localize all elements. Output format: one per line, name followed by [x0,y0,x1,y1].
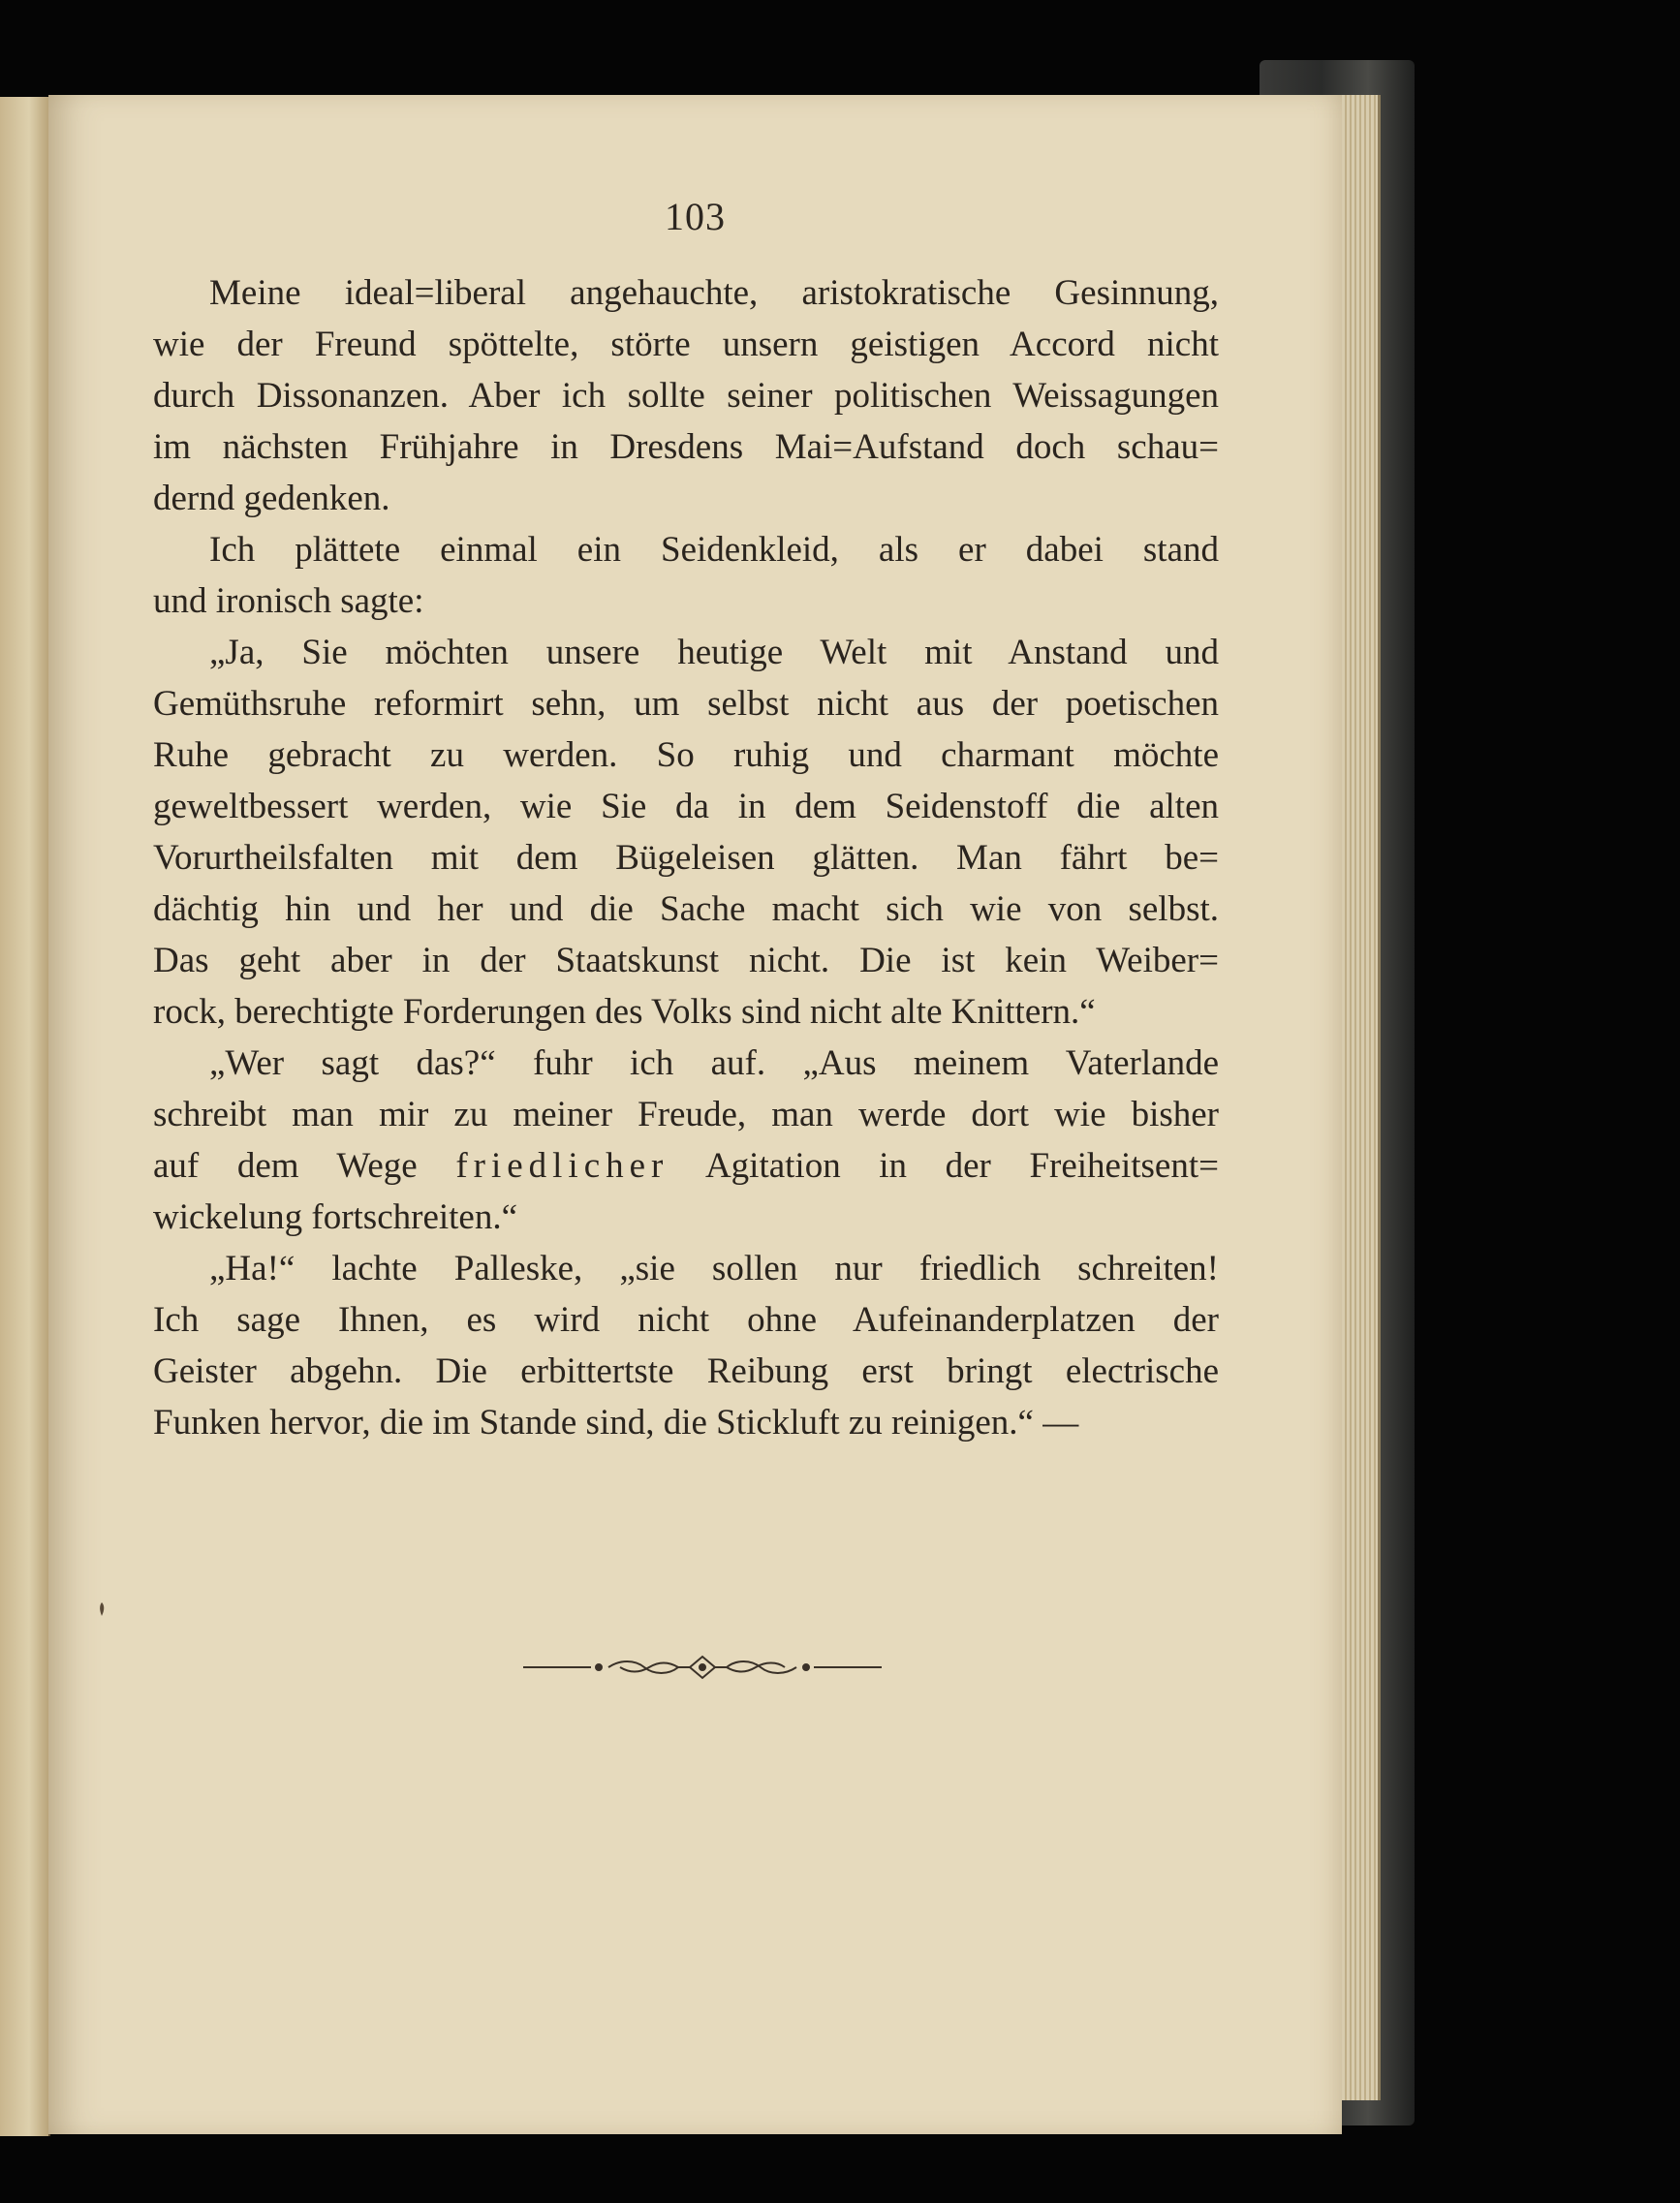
left-page-edge [0,97,50,2136]
page-edges [1337,95,1381,2100]
text-line: durch Dissonanzen. Aber ich sollte seiner politischen Weissagungen [153,376,1219,416]
ink-speck [97,1601,107,1617]
text-line: dernd gedenken. [153,479,390,518]
text-block [153,267,1219,1448]
text-line: Ich sage Ihnen, es wird nicht ohne Aufeinanderplatzen der [153,1300,1219,1340]
text-line: wie der Freund spöttelte, störte unsern geistigen Accord nicht [153,325,1219,364]
text-line: „Ha!“ lachte Palleske, „sie sollen nur friedlich schreiten! [209,1249,1219,1288]
text-line: Geister abgehn. Die erbittertste Reibung erst bringt electrische [153,1351,1219,1391]
text-line: Funken hervor, die im Stande sind, die Stickluft zu reinigen.“ — [153,1403,1079,1443]
text-line: und ironisch sagte: [153,581,424,621]
text-line: wickelung fortschreiten.“ [153,1197,518,1237]
text-line: Vorurtheilsfalten mit dem Bügeleisen glätten. Man fährt be= [153,838,1219,878]
text-line: rock, berechtigte Forderungen des Volks sind nicht alte Knittern.“ [153,992,1096,1032]
text-line: Das geht aber in der Staatskunst nicht. Die ist kein Weiber= [153,941,1219,980]
book-page [48,95,1342,2134]
text-line: „Wer sagt das?“ fuhr ich auf. „Aus meinem Vaterlande [209,1043,1219,1083]
text-line-with-spaced-word [153,1140,1219,1192]
text-line: „Ja, Sie möchten unsere heutige Welt mit Anstand und [209,633,1219,672]
text-line: im nächsten Frühjahre in Dresdens Mai=Aufstand doch schau= [153,427,1219,467]
text-line: Ruhe gebracht zu werden. So ruhig und charmant möchte [153,735,1219,775]
text-line: Ich plättete einmal ein Seidenkleid, als er dabei stand [209,530,1219,570]
decorative-rule-ornament-icon [523,1648,882,1687]
page-number: 103 [665,195,726,238]
text-line: schreibt man mir zu meiner Freude, man werde dort wie bisher [153,1095,1219,1134]
emphasized-word: friedlicher [455,1146,669,1186]
text-line: Gemüthsruhe reformirt sehn, um selbst nicht aus der poetischen [153,684,1219,724]
text-line: Meine ideal=liberal angehauchte, aristokratische Gesinnung, [209,273,1219,313]
text-fragment: Agitation in der Freiheitsent= [704,1146,1219,1186]
text-fragment: auf dem Wege [153,1146,418,1186]
text-line: dächtig hin und her und die Sache macht sich wie von selbst. [153,889,1219,929]
text-line: geweltbessert werden, wie Sie da in dem Seidenstoff die alten [153,787,1219,826]
